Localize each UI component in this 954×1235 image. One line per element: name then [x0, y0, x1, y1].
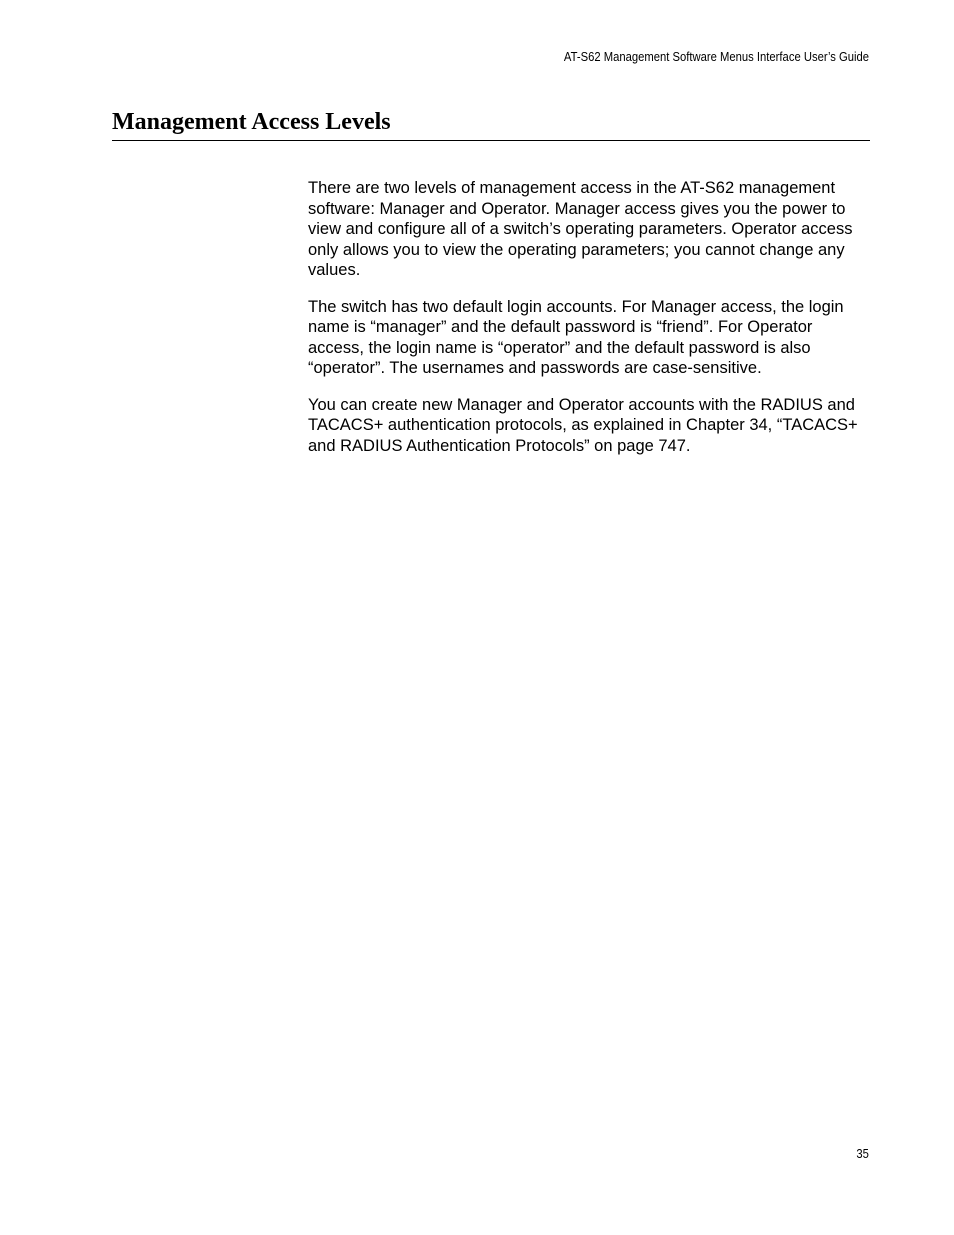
title-divider [112, 140, 870, 141]
page-number: 35 [856, 1147, 869, 1161]
running-header: AT-S62 Management Software Menus Interface User’s Guide [563, 50, 869, 64]
paragraph-default-accounts: The switch has two default login accounts. For Manager access, the login name is “manager” and the default password is “friend”. For Operator access, the login name is “operator” and the default password is also “operator”. The usernames and passwords are case-sensitive. [308, 297, 844, 377]
paragraph-new-accounts: You can create new Manager and Operator accounts with the RADIUS and TACACS+ authentication protocols, as explained in Chapter 34, “TACACS+ and RADIUS Authentication Protocols” on page 747. [308, 395, 858, 455]
paragraph-access-levels: There are two levels of management access in the AT-S62 management software: Manager and Operator. Manager access gives you the power to view and configure all of a switch’s operating parameters. Operator access only allows you to view the operating parameters; you cannot change any values. [308, 179, 853, 279]
section-title: Management Access Levels [112, 109, 391, 135]
body-text [308, 178, 870, 472]
